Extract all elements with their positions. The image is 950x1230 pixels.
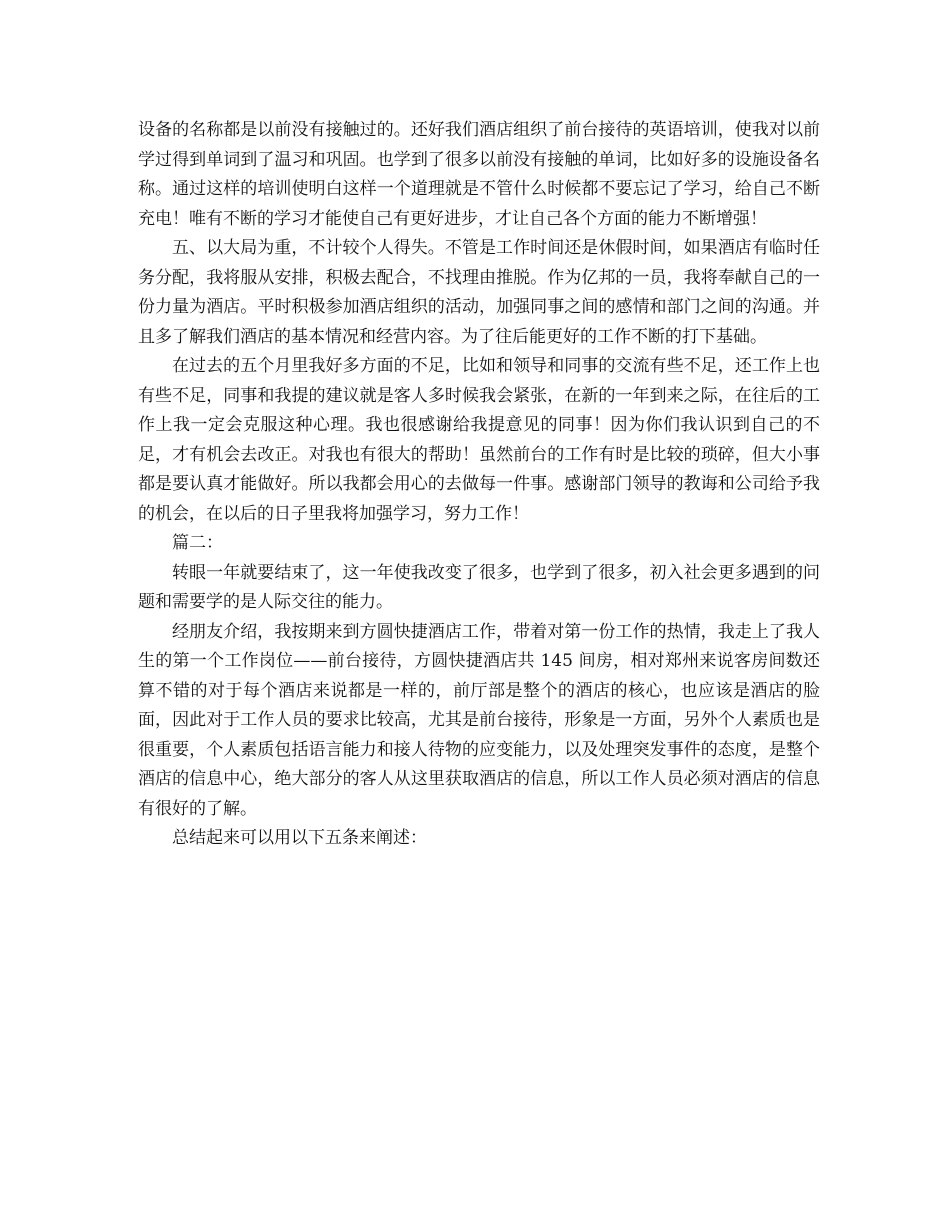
paragraph-point-five: 五、以大局为重，不计较个人得失。不管是工作时间还是休假时间，如果酒店有临时任务分配，我将服从安排，积极去配合，不找理由推脱。作为亿邦的一员，我将奉献自己的一份力量为酒店。平时积极参加酒店组织的活动，加强同事之间的感情和部门之间的沟通。并且多了解我们酒店的基本情况和经营内容。为了往后能更好的工作不断的打下基础。 bbox=[138, 238, 820, 347]
paragraph-training-continued: 设备的名称都是以前没有接触过的。还好我们酒店组织了前台接待的英语培训，使我对以前学过得到单词到了温习和巩固。也学到了很多以前没有接触的单词，比如好多的设施设备名称。通过这样的培训使明白这样一个道理就是不管什么时候都不要忘记了学习，给自己不断充电！唯有不断的学习才能使自己有更好进步，才让自己各个方面的能力不断增强！ bbox=[138, 120, 820, 229]
document-body bbox=[138, 116, 820, 854]
section-heading-part-two: 篇二： bbox=[172, 533, 223, 553]
paragraph-summary-intro: 总结起来可以用以下五条来阐述： bbox=[172, 828, 427, 848]
paragraph-year-summary: 转眼一年就要结束了，这一年使我改变了很多，也学到了很多，初入社会更多遇到的问题和需要学的是人际交往的能力。 bbox=[138, 562, 820, 612]
paragraph-shortcomings: 在过去的五个月里我好多方面的不足，比如和领导和同事的交流有些不足，还工作上也有些不足，同事和我提的建议就是客人多时候我会紧张，在新的一年到来之际，在往后的工作上我一定会克服这种心理。我也很感谢给我提意见的同事！因为你们我认识到自己的不足，才有机会去改正。对我也有很大的帮助！虽然前台的工作有时是比较的琐碎，但大小事都是要认真才能做好。所以我都会用心的去做每一件事。感谢部门领导的教诲和公司给予我的机会，在以后的日子里我将加强学习，努力工作！ bbox=[138, 356, 820, 524]
paragraph-hotel-introduction: 经朋友介绍，我按期来到方圆快捷酒店工作，带着对第一份工作的热情，我走上了我人生的第一个工作岗位——前台接待，方圆快捷酒店共 145 间房，相对郑州来说客房间数还算不错的对于每个酒店来说都是一样的，前厅部是整个的酒店的核心，也应该是酒店的脸面，因此对于工作人员的要求比较高，尤其是前台接待，形象是一方面，另外个人素质也是很重要，个人素质包括语言能力和接人待物的应变能力，以及处理突发事件的态度，是整个酒店的信息中心，绝大部分的客人从这里获取酒店的信息，所以工作人员必须对酒店的信息有很好的了解。 bbox=[138, 621, 820, 819]
